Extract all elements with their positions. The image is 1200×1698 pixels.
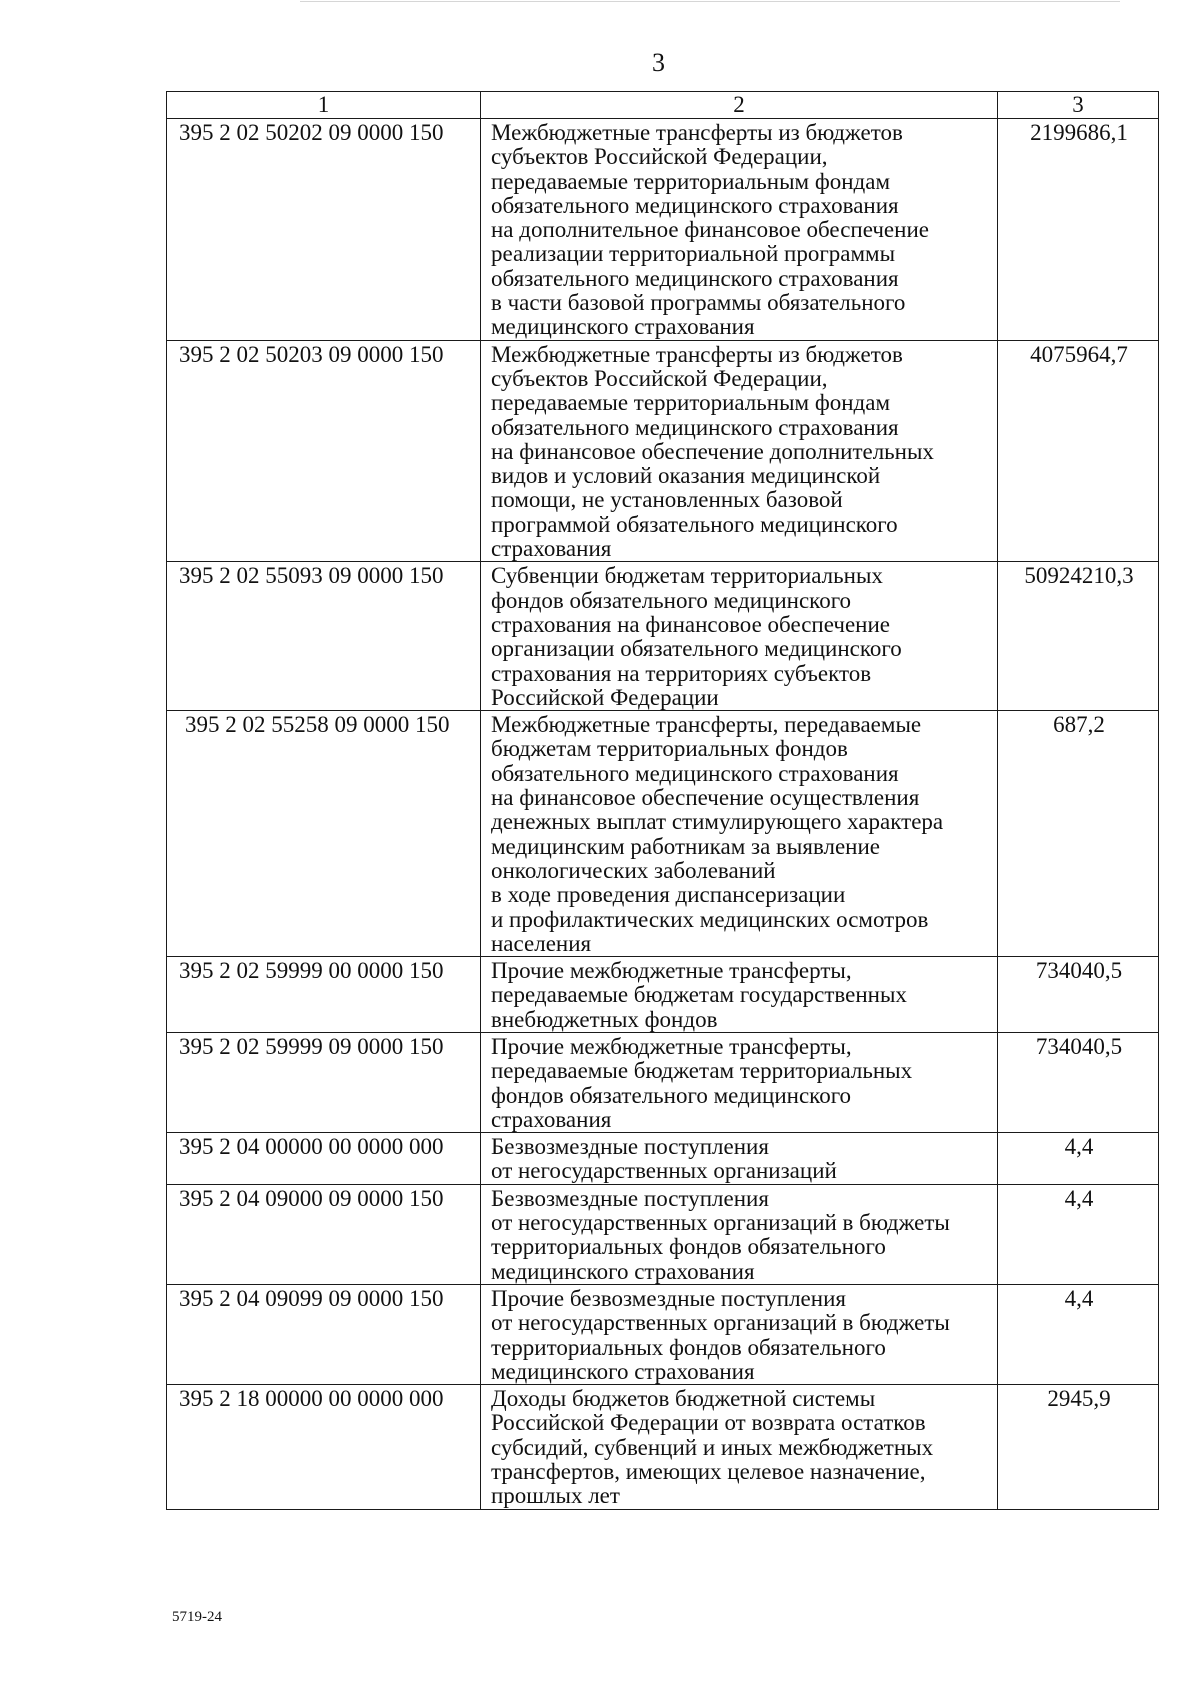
description-line: видов и условий оказания медицинской [491, 463, 881, 489]
table-row [167, 1284, 1159, 1384]
table-row [167, 119, 1159, 341]
description-line: и профилактических медицинских осмотров [491, 906, 929, 932]
header-row [167, 92, 1159, 119]
description-line: страхования на финансовое обеспечение [491, 611, 890, 637]
description-line: на финансовое обеспечение осуществления [491, 785, 920, 811]
description-line: Российской Федерации от возврата остатков [491, 1410, 926, 1436]
description-line: передаваемые бюджетам территориальных [491, 1058, 913, 1084]
table-row [167, 1032, 1159, 1132]
description-line: от негосударственных организаций в бюджеты [491, 1310, 950, 1336]
budget-classification-code: 395 2 18 00000 00 0000 000 [167, 1385, 481, 1509]
income-description [481, 119, 998, 341]
income-description [481, 1385, 998, 1509]
description-line: Доходы бюджетов бюджетной системы [491, 1386, 876, 1412]
description-line: от негосударственных организаций [491, 1158, 837, 1184]
description-line: в ходе проведения диспансеризации [491, 882, 846, 908]
description-line: трансфертов, имеющих целевое назначение, [491, 1459, 926, 1485]
amount-value: 50924210,3 [998, 562, 1159, 711]
description-line: медицинского страхования [491, 1358, 755, 1384]
description-line: на дополнительное финансовое обеспечение [491, 217, 929, 243]
description-line: страхования [491, 536, 612, 562]
description-line: Российской Федерации [491, 684, 719, 710]
description-line: населения [491, 930, 592, 956]
amount-value: 687,2 [998, 711, 1159, 957]
income-description [481, 1184, 998, 1284]
budget-classification-code: 395 2 02 50202 09 0000 150 [167, 119, 481, 341]
description-line: Межбюджетные трансферты, передаваемые [491, 712, 922, 738]
description-line: на финансовое обеспечение дополнительных [491, 438, 934, 464]
description-line: субсидий, субвенций и иных межбюджетных [491, 1434, 934, 1460]
description-line: бюджетам территориальных фондов [491, 736, 848, 762]
description-line: Прочие безвозмездные поступления [491, 1285, 846, 1311]
description-line: субъектов Российской Федерации, [491, 144, 828, 170]
page-number: 3 [652, 48, 665, 77]
table-row [167, 562, 1159, 711]
description-line: Межбюджетные трансферты из бюджетов [491, 341, 903, 367]
description-line: обязательного медицинского страхования [491, 760, 899, 786]
budget-classification-code: 395 2 04 09000 09 0000 150 [167, 1184, 481, 1284]
description-line: организации обязательного медицинского [491, 636, 902, 662]
revenue-table [166, 91, 1159, 1510]
amount-value: 4,4 [998, 1184, 1159, 1284]
description-line: медицинского страхования [491, 314, 755, 340]
description-line: обязательного медицинского страхования [491, 265, 899, 291]
amount-value: 4075964,7 [998, 340, 1159, 562]
description-line: территориальных фондов обязательного [491, 1234, 886, 1260]
budget-classification-code: 395 2 02 50203 09 0000 150 [167, 340, 481, 562]
description-line: Межбюджетные трансферты из бюджетов [491, 120, 903, 145]
amount-value: 734040,5 [998, 1032, 1159, 1132]
budget-classification-code: 395 2 04 09099 09 0000 150 [167, 1284, 481, 1384]
description-line: реализации территориальной программы [491, 241, 896, 267]
income-description [481, 957, 998, 1033]
amount-value: 734040,5 [998, 957, 1159, 1033]
income-description [481, 1284, 998, 1384]
description-line: прошлых лет [491, 1483, 620, 1509]
description-line: в части базовой программы обязательного [491, 290, 906, 316]
description-line: программой обязательного медицинского [491, 511, 898, 537]
table-row [167, 340, 1159, 562]
table-body [167, 119, 1159, 1510]
document-footer-code: 5719-24 [172, 1609, 222, 1625]
scan-top-edge-line [300, 1, 1120, 2]
description-line: субъектов Российской Федерации, [491, 365, 828, 391]
description-line: передаваемые бюджетам государственных [491, 982, 907, 1008]
description-line: Безвозмездные поступления [491, 1185, 769, 1211]
income-description [481, 1032, 998, 1132]
amount-value: 2945,9 [998, 1385, 1159, 1509]
budget-classification-code: 395 2 02 59999 00 0000 150 [167, 957, 481, 1033]
description-line: обязательного медицинского страхования [491, 414, 899, 440]
description-line: медицинского страхования [491, 1258, 755, 1284]
description-line: передаваемые территориальным фондам [491, 168, 891, 194]
description-line: онкологических заболеваний [491, 857, 776, 883]
column-header-1: 1 [167, 92, 481, 119]
amount-value: 4,4 [998, 1133, 1159, 1185]
income-description [481, 711, 998, 957]
description-line: Прочие межбюджетные трансферты, [491, 1033, 852, 1059]
description-line: передаваемые территориальным фондам [491, 390, 891, 416]
table-row [167, 711, 1159, 957]
description-line: страхования [491, 1106, 612, 1132]
description-line: помощи, не установленных базовой [491, 487, 843, 513]
income-description [481, 1133, 998, 1185]
amount-value: 2199686,1 [998, 119, 1159, 341]
budget-classification-code: 395 2 02 55093 09 0000 150 [167, 562, 481, 711]
description-line: внебюджетных фондов [491, 1006, 718, 1032]
amount-value: 4,4 [998, 1284, 1159, 1384]
budget-classification-code: 395 2 02 59999 09 0000 150 [167, 1032, 481, 1132]
description-line: Прочие межбюджетные трансферты, [491, 958, 852, 984]
income-description [481, 562, 998, 711]
table-row [167, 1133, 1159, 1185]
description-line: страхования на территориях субъектов [491, 660, 872, 686]
description-line: медицинским работникам за выявление [491, 833, 881, 859]
table-row [167, 957, 1159, 1033]
description-line: от негосударственных организаций в бюджеты [491, 1210, 950, 1236]
table-row [167, 1385, 1159, 1509]
description-line: Субвенции бюджетам территориальных [491, 563, 883, 589]
description-line: обязательного медицинского страхования [491, 192, 899, 218]
description-line: денежных выплат стимулирующего характера [491, 809, 944, 835]
column-header-2: 2 [481, 92, 998, 119]
budget-classification-code: 395 2 02 55258 09 0000 150 [167, 711, 481, 957]
table-row [167, 1184, 1159, 1284]
description-line: фондов обязательного медицинского [491, 587, 852, 613]
income-description [481, 340, 998, 562]
description-line: Безвозмездные поступления [491, 1134, 769, 1160]
column-header-3: 3 [998, 92, 1159, 119]
budget-classification-code: 395 2 04 00000 00 0000 000 [167, 1133, 481, 1185]
description-line: территориальных фондов обязательного [491, 1334, 886, 1360]
description-line: фондов обязательного медицинского [491, 1082, 852, 1108]
